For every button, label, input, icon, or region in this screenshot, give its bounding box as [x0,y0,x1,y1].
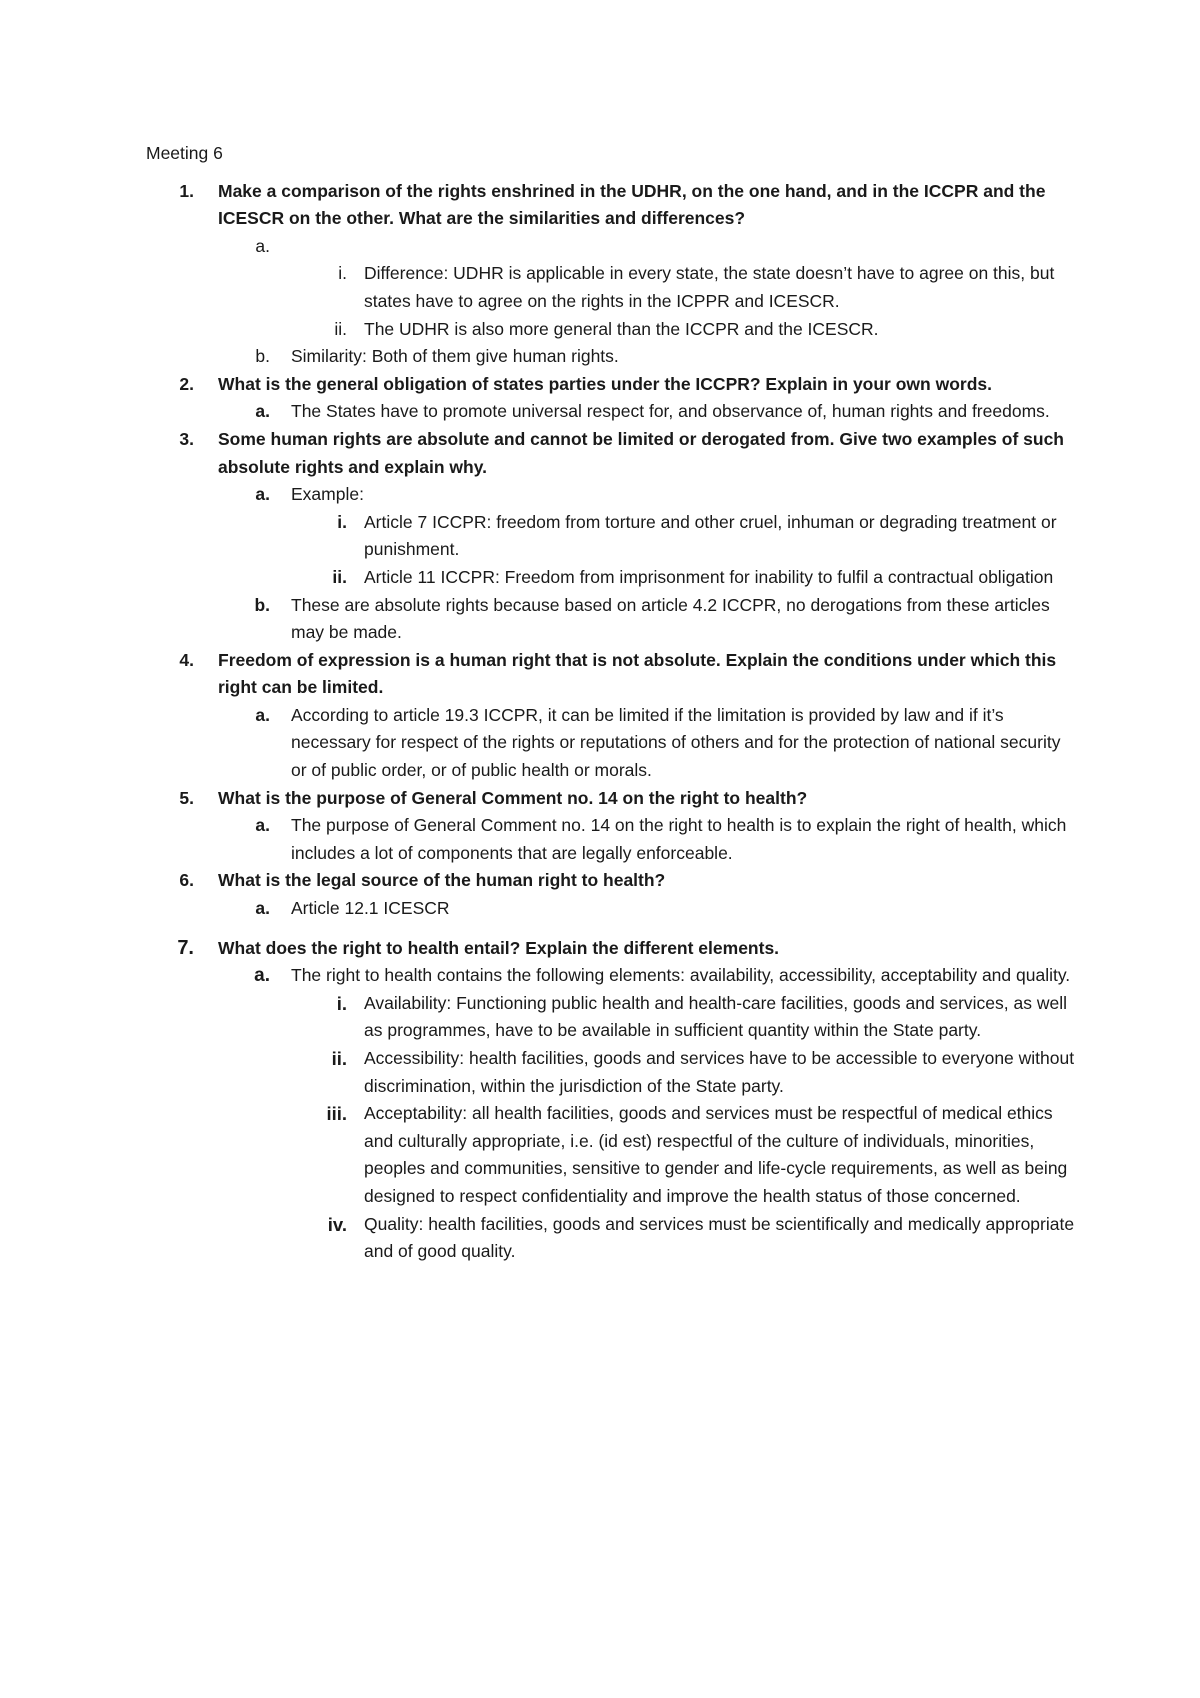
answer-marker: a. [254,965,270,987]
question-number: 4. [179,649,194,670]
question-number: 2. [179,373,194,394]
answer-item [146,812,1080,867]
answer-item [146,895,1080,923]
question-number: 7. [177,936,194,959]
sub-answer-item [146,1045,1080,1100]
sub-answer-item [146,1100,1080,1210]
question-4 [146,647,1080,702]
sub-answer-text: Acceptability: all health facilities, goods and services must be respectful of medical ethics and culturally appropriate, i.e. (id est) respectful of the culture of individuals, minorities, peoples and communities, sensitive to gender and life-cycle requirements, as well as being designed to respect confidentiality and improve the health status of those concerned. [364,1103,1068,1206]
answer-item [146,398,1080,426]
sub-answer-marker: i. [338,263,347,284]
question-text: Make a comparison of the rights enshrined in the UDHR, on the one hand, and in the ICCPR and the ICESCR on the other. What are the similarities and differences? [218,180,1046,229]
answer-marker: a. [255,401,270,422]
question-3 [146,426,1080,481]
sub-answer-marker: ii. [332,566,347,587]
answer-text: The right to health contains the following elements: availability, accessibility, acceptability and quality. [291,965,1071,986]
answer-marker: a. [255,815,270,836]
answer-marker: b. [254,594,270,615]
answer-text: According to article 19.3 ICCPR, it can be limited if the limitation is provided by law and if it’s necessary for respect of the rights or reputations of others and for the protection of national security or of public order, or of public health or morals. [291,704,1061,781]
sub-answer-text: Article 11 ICCPR: Freedom from imprisonment for inability to fulfil a contractual obligation [364,566,1054,587]
question-2 [146,371,1080,399]
sub-answer-item [146,260,1080,315]
sub-answer-item [146,990,1080,1045]
answer-marker: a. [255,898,270,919]
question-text: Some human rights are absolute and cannot be limited or derogated from. Give two examples of such absolute rights and explain why. [218,428,1064,477]
question-1 [146,178,1080,233]
sub-answer-marker: i. [337,511,347,532]
sub-answer-text: Article 7 ICCPR: freedom from torture and other cruel, inhuman or degrading treatment or punishment. [364,511,1057,560]
answer-item [146,962,1080,990]
sub-answer-text: Difference: UDHR is applicable in every state, the state doesn’t have to agree on this, but states have to agree on the rights in the ICPPR and ICESCR. [364,263,1055,311]
sub-answer-marker: i. [336,992,347,1014]
question-number: 3. [179,428,194,449]
question-text: What does the right to health entail? Explain the different elements. [218,937,780,958]
question-number: 5. [179,787,194,808]
sub-answer-marker: iv. [327,1213,347,1235]
answer-item [146,233,1080,261]
question-text: What is the purpose of General Comment no. 14 on the right to health? [218,787,808,808]
answer-marker: a. [255,484,270,505]
sub-answer-item [146,1211,1080,1266]
question-6 [146,867,1080,895]
answer-text: Similarity: Both of them give human rights. [291,346,619,367]
sub-answer-text: The UDHR is also more general than the ICCPR and the ICESCR. [364,318,879,339]
answer-item [146,343,1080,371]
sub-answer-item [146,564,1080,592]
answer-item [146,481,1080,509]
question-number: 1. [179,180,194,201]
sub-answer-text: Quality: health facilities, goods and services must be scientifically and medically appropriate and of good quality. [364,1213,1075,1262]
question-7 [146,935,1080,963]
sub-answer-item [146,316,1080,344]
question-text: What is the legal source of the human right to health? [218,870,666,891]
sub-answer-text: Accessibility: health facilities, goods and services have to be accessible to everyone without discrimination, within the jurisdiction of the State party. [364,1048,1075,1096]
sub-answer-item [146,509,1080,564]
answer-item [146,702,1080,785]
answer-text: The purpose of General Comment no. 14 on the right to health is to explain the right of health, which includes a lot of components that are legally enforceable. [291,815,1067,863]
answer-marker: a. [255,704,270,725]
sub-answer-text: Availability: Functioning public health and health-care facilities, goods and services, as well as programmes, have to be available in sufficient quantity within the State party. [364,992,1067,1041]
answer-marker: b. [255,346,270,367]
answer-text: Article 12.1 ICESCR [291,898,450,919]
answer-item [146,592,1080,647]
question-text: Freedom of expression is a human right that is not absolute. Explain the conditions under which this right can be limited. [218,649,1057,698]
sub-answer-marker: ii. [331,1048,347,1069]
answer-marker: a. [255,235,270,256]
answer-text: Example: [291,484,364,505]
question-text: What is the general obligation of states parties under the ICCPR? Explain in your own words. [218,373,992,394]
question-number: 6. [179,870,194,891]
document-title: Meeting 6 [146,143,223,163]
answer-text: The States have to promote universal respect for, and observance of, human rights and freedoms. [291,401,1050,422]
sub-answer-marker: ii. [334,318,347,339]
sub-answer-marker: iii. [326,1103,347,1125]
question-5 [146,785,1080,813]
answer-text: These are absolute rights because based on article 4.2 ICCPR, no derogations from these articles may be made. [291,594,1050,643]
